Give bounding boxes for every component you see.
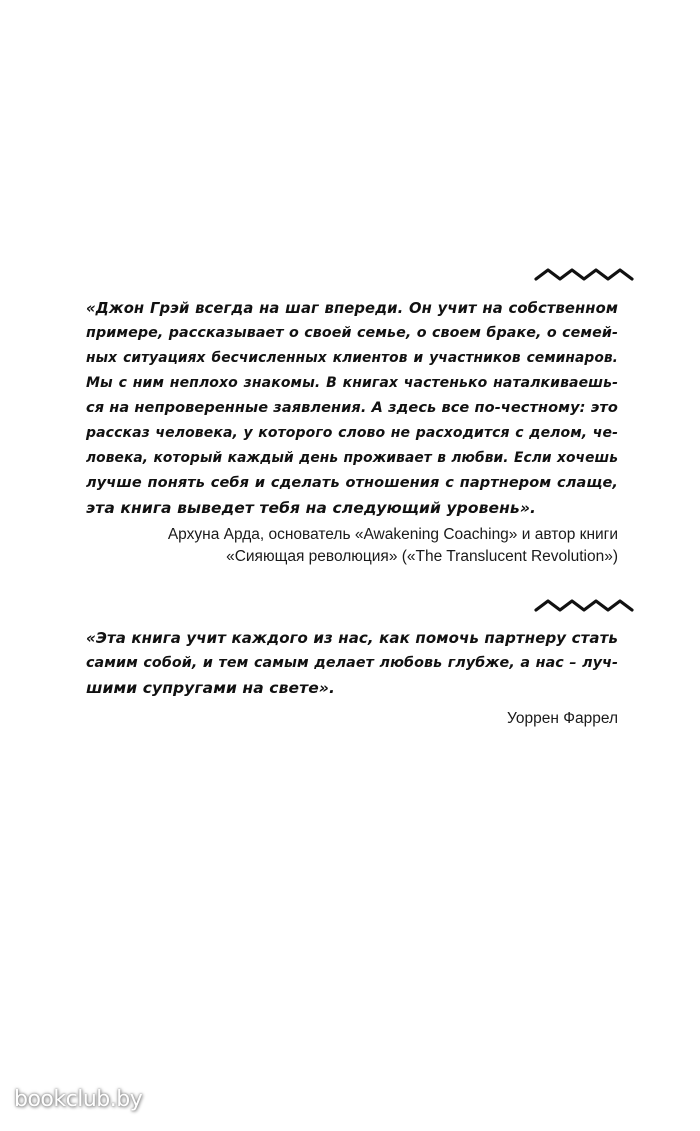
attribution-line: Архуна Арда, основатель «Awakening Coaching» и автор книги — [167, 526, 618, 543]
attribution-line: Уоррен Фаррел — [507, 710, 618, 727]
attribution-line: «Сияющая революция» («The Translucent Revolution») — [226, 548, 618, 565]
quote-line: ных ситуациях бесчисленных клиентов и участников семинаров. — [86, 350, 618, 366]
quote-2-attribution — [98, 708, 618, 730]
quote-line: эта книга выведет тебя на следующий уровень». — [86, 499, 536, 517]
wavy-ornament-icon — [534, 266, 634, 282]
testimonial-quote-1 — [86, 296, 618, 521]
bookclub-watermark: bookclub.by — [14, 1087, 143, 1112]
quote-line: рассказ человека, у которого слово не расходится с делом, че- — [86, 425, 618, 441]
testimonial-quote-2 — [86, 626, 618, 701]
quote-line: шими супругами на свете». — [86, 679, 335, 697]
quote-line: самим собой, и тем самым делает любовь глубже, а нас – луч- — [86, 655, 618, 671]
quote-line: ловека, который каждый день проживает в любви. Если хочешь — [86, 450, 618, 466]
quote-line: ся на непроверенные заявления. А здесь все по-честному: это — [86, 400, 618, 416]
quote-line: лучше понять себя и сделать отношения с партнером слаще, — [86, 475, 618, 491]
quote-line: примере, рассказывает о своей семье, о своем браке, о семей- — [86, 325, 618, 341]
quote-line: «Эта книга учит каждого из нас, как помочь партнеру стать — [86, 629, 618, 647]
wavy-ornament-icon — [534, 597, 634, 613]
quote-line: Мы с ним неплохо знакомы. В книгах частенько наталкиваешь- — [86, 375, 618, 391]
quote-line: «Джон Грэй всегда на шаг впереди. Он учит на собственном — [86, 300, 618, 317]
quote-1-attribution — [98, 524, 618, 568]
